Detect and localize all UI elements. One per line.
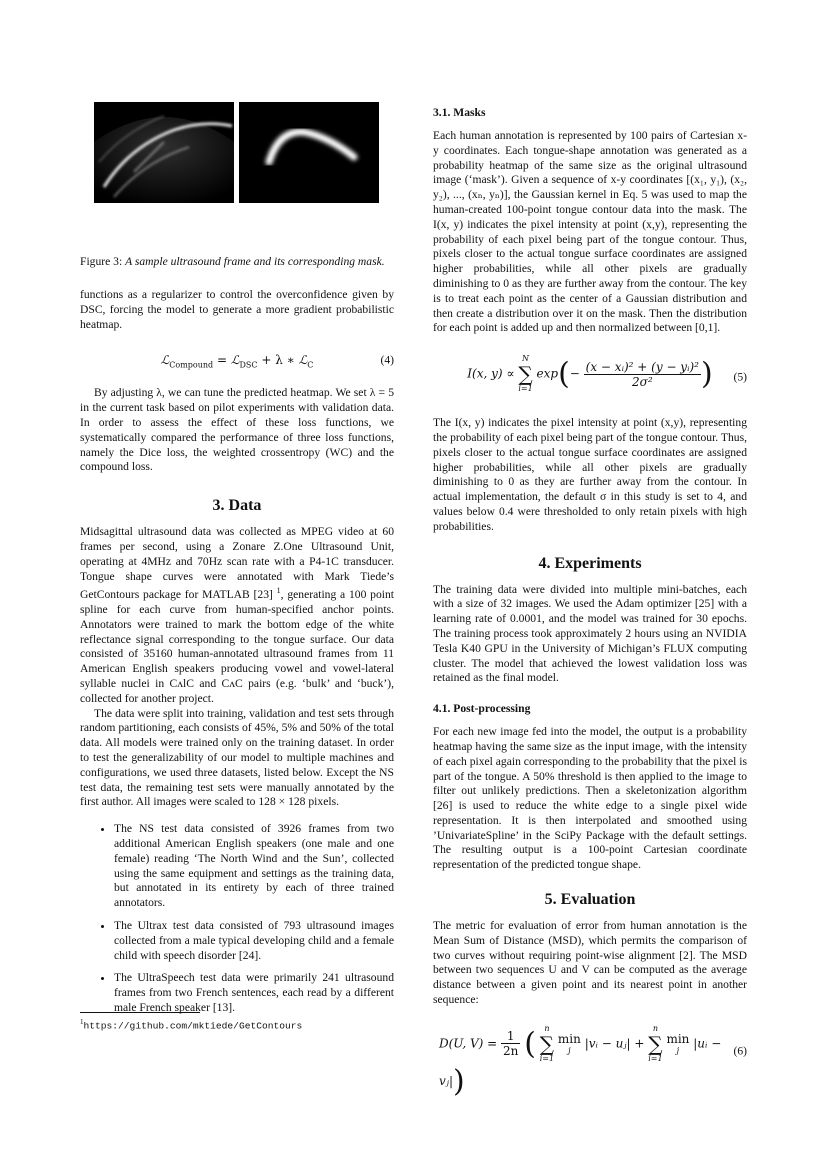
paragraph-evaluation: The metric for evaluation of error from human annotation is the Mean Sum of Distance (MSD), which permits the comparison of two curves without requiring point-wise alignment [2]. The MSD between two sequences U and V can be computed as the average distance between a given point and its nearest point in another sequence: [433,919,747,1007]
paragraph-intensity: The I(x, y) indicates the pixel intensity at point (x,y), representing the probability of each pixel being part of the tongue contour. Thus, pixels closer to the actual tongue surface coordinates are assigned higher probabilities, while all other pixels are gradually diminishing to 0 as they are further away from the contour. In actual implementation, the default σ in this study is set to 4, and values below 0.4 were thresholded to only retain pixels with high probabilities. [433,416,747,533]
list-item: • The NS test data consisted of 3926 frames from two additional American English speakers (one male and one female) reading ‘The North Wind and the Sun’, collected using the same equipment and settings as the training data, but annotated in its entirety by each of three trained annotators. [114,822,394,911]
subsection-4-1-heading: 4.1. Post-processing [433,702,531,716]
equation-4: ℒ$_{Compound}$ = ℒ$_{DSC}$ + λ ∗ ℒ$_C$ (4) [160,353,394,370]
tongue-mask-image [239,102,379,203]
figure-3-caption [80,255,394,270]
paragraph-experiments: The training data were divided into multiple mini-batches, each with a size of 32 images. We used the Adam optimizer [25] with a learning rate of 0.0001, and the model was trained for 30 epochs. The training process took approximately 2 hours using an NVIDIA Tesla K40 GPU in the University of Michigan’s FLUX computing cluster. The model that achieved the lowest validation loss was retained as the final model. [433,582,747,685]
equation-5: I(x, y) ∝ N ∑ i=1 exp(− $\frac{\text{(x − xᵢ)² + (y − yᵢ)²}}{\text{2σ²}}$ ) (5) [467,354,747,394]
section-5-heading: 5. Evaluation [544,891,636,909]
figure-caption-label: Figure 3: [80,255,123,268]
subsection-3-1-heading: 3.1. Masks [433,106,486,119]
footnote-block [80,1012,394,1032]
footnote-url[interactable]: https://github.com/mktiede/GetContours [83,1020,303,1032]
equation-number: (4) [380,353,394,367]
right-column [433,106,747,1099]
paragraph-masks: Each human annotation is represented by 100 pairs of Cartesian x-y coordinates. Each tongue-shape annotation was generated as a probability heatmap of the same size as the original ultrasound image (‘mask’). Given a sequence of x-y coordinates [(x₁, y₁), (x₂, y₂), ..., (xₙ, yₙ)], the Gaussian kernel in Eq. 5 was used to map the human-created 100-point tongue contour data into the mask. The I(x, y) indicates the pixel intensity at point (x,y), representing the probability of each pixel being part of the tongue contour. Thus, pixels closer to the actual tongue surface coordinates are assigned higher probabilities, while all other pixels are gradually diminishing to 0 as they are further away from the contour. The key is to treat each point as the center of a Gaussian distribution and then create a distribution over it on the mask. Then the distribution for each point is added up and then normalized between [0,1]. [433,129,747,335]
paragraph-post-processing: For each new image fed into the model, the output is a probability heatmap having the same size as the input image, with the intensity of each pixel again corresponding to the probability that the pixel is part of the tongue. A 50% threshold is then applied to the image to filter out unlikely predictions. Then a skeletonization algorithm [26] is used to reduce the white edge to a single pixel wide representation. It is then interpolated and smoothed using ’UnivariateSpline’ in the SciPy Package with the default settings. The resulting output is a 100-point Cartesian coordinate representation of the predicted tongue shape. [433,725,747,872]
footnote-rule [80,1012,200,1013]
test-dataset-list [80,822,394,1016]
section-4-heading: 4. Experiments [538,554,642,572]
paragraph-lambda: By adjusting λ, we can tune the predicted heatmap. We set λ = 5 in the current task based on pilot experiments with validation data. In order to assess the effect of these loss functions, we systematically compared the performance of three loss functions, namely the Dice loss, the weighted crossentropy (WC) and the compound loss. [80,386,394,474]
footnote: $^1$https://github.com/mktiede/GetContours [80,1018,303,1032]
paragraph-regularizer: functions as a regularizer to control the overconfidence given by DSC, forcing the model to generate a more gradient probabilistic heatmap. [80,288,394,331]
figure-caption-text: A sample ultrasound frame and its corresponding mask. [125,255,385,268]
ultrasound-frame-image [94,102,234,203]
section-3-heading: 3. Data [212,497,262,515]
paragraph-data-split: The data were split into training, validation and test sets through random partitioning, each consists of 45%, 5% and 50% of the total data. All models were trained only on the training dataset. In order to test the generalizability of our model to multiple machines and configurations, we used three datasets, listed below. Except the NS test data, the remaining test sets were manually annotated by the first author. All images were scaled to 128 × 128 pixels. [80,706,394,809]
equation-number: (5) [733,370,747,384]
list-item: • The UltraSpeech test data were primarily 241 ultrasound frames from two French sentences, each read by a different male French speaker [13]. [114,971,394,1015]
list-item: • The Ultrax test data consisted of 793 ultrasound images collected from a male typical developing child and a female child with speech disorder [24]. [114,919,394,963]
equation-6: D(U, V) = $\frac{1}{2n}$ ( n ∑ i=1 min j |vᵢ − uⱼ| + n ∑ i=1 min j |uᵢ − vⱼ|) (6) [439,1023,747,1099]
left-column [80,100,394,1032]
equation-number: (6) [733,1044,747,1058]
paragraph-data-collection: Midsagittal ultrasound data was collected as MPEG video at 60 frames per second, using a Zonare Z.One Ultrasound Unit, operating at 4MHz and 70Hz scan rate with a P4-1C transducer. Tongue shape curves were annotated with Mark Tiede’s GetContours package for MATLAB [23] $^1$, generating a 100 point spline for each curve from human-specified anchor points. Annotators were trained to mark the bottom edge of the white reflectance signal corresponding to the tongue surface. Our data consisted of 35160 human-annotated ultrasound frames from 11 American English speakers producing vowel and vowel-lateral syllable nuclei in CᴧlC and CᴧC pairs (e.g. ‘bulk’ and ‘buck’), collected for another project. [80,525,394,705]
figure-3 [80,100,394,268]
